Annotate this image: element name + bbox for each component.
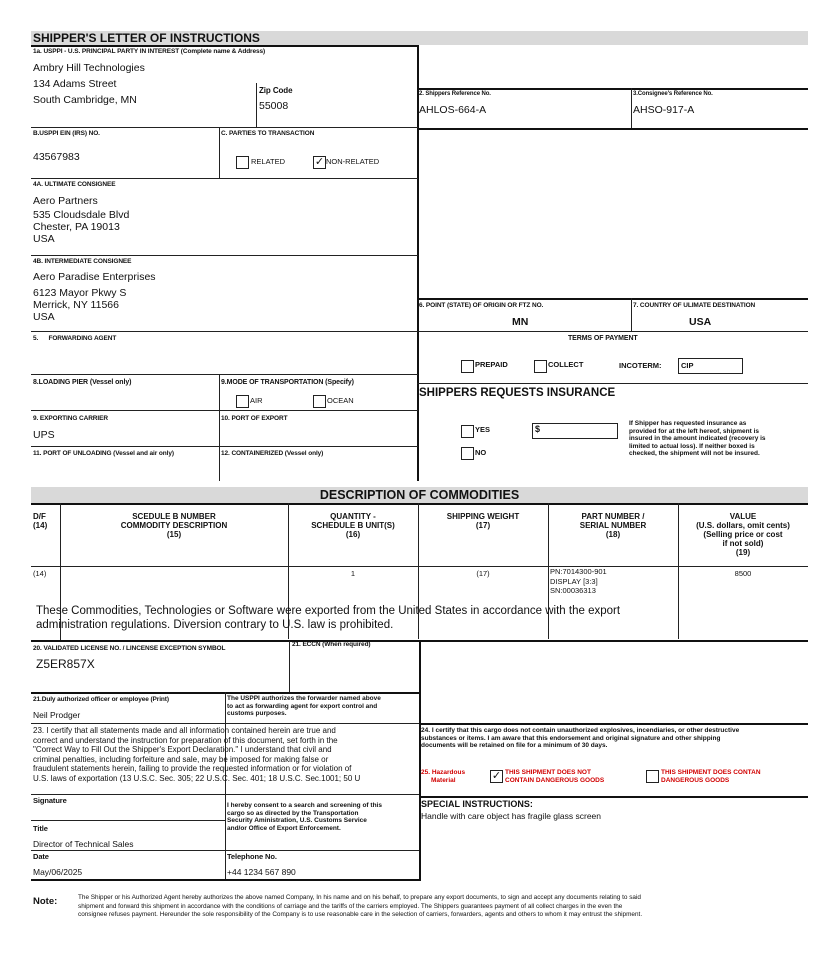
row-part: PN:7014300-901 DISPLAY [3:3] SN:00036313 <box>550 567 607 595</box>
origin-value: MN <box>512 316 529 328</box>
intermediate-consignee-label: 4B. INTERMEDIATE CONSIGNEE <box>33 258 132 265</box>
carrier-label: 9. EXPORTING CARRIER <box>33 415 108 422</box>
insurance-amount-input[interactable] <box>532 423 618 439</box>
phone-label: Telephone No. <box>227 852 277 861</box>
certify-23: 23. I certify that all statements made and all information contained herein are true and correct and understand the instruction for preparation of this document, set forth in the "Correct Way to Fill Out the Shipper's Export Declaration." I understand that civil and criminal penalties, including forfeiture and sale, may be imposed for making false or fraudulent statements herein, failing to provide the requested information or for violation of U.S. laws of exportation (13 U.S.C. Sec. 305; 22 U.S.C. Sec. 401; 18 U.S.C. Sec.1001; 50 U <box>33 726 361 783</box>
prepaid-checkbox[interactable] <box>461 360 474 373</box>
ein-value: 43567983 <box>33 151 80 163</box>
destination-label: 7. COUNTRY OF ULIMATE DESTINATION <box>633 302 756 309</box>
col-quantity-header: QUANTITY - SCHEDULE B UNIT(S) (16) <box>311 512 395 539</box>
export-statement: These Commodities, Technologies or Software were exported from the United States in accordance with the export administration regulations. Diversion contrary to U.S. law is prohibited. <box>36 605 621 631</box>
special-instructions-value: Handle with care object has fragile glass screen <box>421 811 602 821</box>
consignee-ref-label: 3.Consignee's Reference No. <box>633 91 713 97</box>
destination-value: USA <box>689 316 712 328</box>
ocean-label: OCEAN <box>327 396 354 405</box>
nonrelated-label: NON-RELATED <box>326 157 380 166</box>
port-export-label: 10. PORT OF EXPORT <box>221 415 288 422</box>
insurance-no-label: NO <box>475 448 487 457</box>
related-label: RELATED <box>251 157 286 166</box>
ultimate-line: Aero Partners <box>33 195 98 207</box>
forwarding-agent-label: 5. FORWARDING AGENT <box>33 335 117 342</box>
carrier-value: UPS <box>33 429 55 441</box>
date-label: Date <box>33 852 49 861</box>
usppi-street: 134 Adams Street <box>33 78 117 90</box>
incoterm-label: INCOTERM: <box>619 361 662 370</box>
port-unloading-label: 11. PORT OF UNLOADING (Vessel and air only) <box>33 450 174 457</box>
page-title: SHIPPER'S LETTER OF INSTRUCTIONS <box>33 31 260 45</box>
special-instructions-label: SPECIAL INSTRUCTIONS: <box>421 799 533 809</box>
col-part-header: PART NUMBER / SERIAL NUMBER (18) <box>579 512 647 539</box>
zip-value: 55008 <box>259 100 289 112</box>
incoterm-value: CIP <box>681 361 694 370</box>
insurance-dollar: $ <box>535 424 541 434</box>
note-text: The Shipper or his Authorized Agent hereby authorizes the above named Company, In his name and on his behalf, to prepare any export documents, to sign and accept any documents relating to said shipment and forward this shipment in accordance with the conditions of carriage and the tariffs of the carriers employed. The Shippers guarantees payment of all collect charges in the even the consignee refuses payment. Hereunder the sole responsibility of the Company is to use reasonable care in the selection of carriers, forwarders, agents and others to whom it may entrust the shipment. <box>78 894 643 918</box>
col-schedule-header: SCEDULE B NUMBER COMMODITY DESCRIPTION (15) <box>120 512 228 539</box>
air-label: AIR <box>250 396 263 405</box>
usppi-city: South Cambridge, MN <box>33 94 137 106</box>
containerized-label: 12. CONTAINERIZED (Vessel only) <box>221 450 324 457</box>
hazardous-label: 25. Hazardous Material <box>421 769 466 784</box>
insurance-yes-checkbox[interactable] <box>461 425 474 438</box>
hazard-not-label: THIS SHIPMENT DOES NOT CONTAIN DANGEROUS GOODS <box>505 769 605 784</box>
insurance-title: SHIPPERS REQUESTS INSURANCE <box>419 387 616 399</box>
intermediate-line: Aero Paradise Enterprises <box>33 271 156 283</box>
officer-label: 21.Duly authorized officer or employee (Print) <box>33 696 169 703</box>
usppi-label: 1a. USPPI - U.S. PRINCIPAL PARTY IN INTEREST (Complete name & Address) <box>33 48 266 55</box>
intermediate-line: 6123 Mayor Pkwy S <box>33 287 127 299</box>
loading-pier-label: 8.LOADING PIER (Vessel only) <box>33 379 132 386</box>
usppi-name: Ambry Hill Technologies <box>33 62 145 74</box>
insurance-yes-label: YES <box>475 425 491 434</box>
intermediate-line: Merrick, NY 11566 <box>33 299 119 311</box>
ocean-checkbox[interactable] <box>313 395 326 408</box>
ultimate-line: Chester, PA 19013 <box>33 221 120 233</box>
officer-value: Neil Prodger <box>33 710 81 720</box>
col-weight-header: SHIPPING WEIGHT (17) <box>446 512 520 530</box>
col-df-header: D/F (14) <box>33 512 48 530</box>
nonrelated-checkbox[interactable]: ✓ <box>314 156 325 168</box>
row-weight: (17) <box>476 569 490 578</box>
shippers-ref-value: AHLOS-664-A <box>419 104 487 116</box>
certify-24: 24. I certify that this cargo does not contain unauthorized explosives, incendiaries, or other destructive substances or items. I am aware that this endorsement and original signature and other shipping documents will be retained on file for a minimum of 30 days. <box>421 727 740 749</box>
row-qty: 1 <box>350 569 356 578</box>
consignee-ref-value: AHSO-917-A <box>633 104 695 116</box>
title-label: Title <box>33 824 48 833</box>
collect-label: COLLECT <box>548 360 584 369</box>
date-value: May/06/2025 <box>33 867 83 877</box>
related-checkbox[interactable] <box>236 156 249 169</box>
eccn-label: 21. ECCN (When required) <box>292 641 371 648</box>
hazard-contains-checkbox[interactable] <box>646 770 659 783</box>
intermediate-line: USA <box>33 311 55 323</box>
ultimate-consignee-label: 4A. ULTIMATE CONSIGNEE <box>33 181 116 188</box>
mode-label: 9.MODE OF TRANSPORTATION (Specify) <box>221 379 354 386</box>
signature-label: Signature <box>33 796 67 805</box>
prepaid-label: PREPAID <box>475 360 508 369</box>
shippers-ref-label: 2. Shippers Reference No. <box>419 91 491 97</box>
air-checkbox[interactable] <box>236 395 249 408</box>
zip-label: Zip Code <box>259 86 293 95</box>
collect-checkbox[interactable] <box>534 360 547 373</box>
phone-value: +44 1234 567 890 <box>227 867 296 877</box>
origin-label: 6. POINT (STATE) OF ORIGIN OR FTZ NO. <box>419 302 544 309</box>
row-df: (14) <box>33 569 47 578</box>
license-label: 20. VALIDATED LICENSE NO. / LINCENSE EXCEPTION SYMBOL <box>33 645 226 652</box>
consent-text: I hereby consent to a search and screening of this cargo so as directed by the Transportation Security Aministration, U.S. Customs Service and/or Office of Export Enforcement. <box>227 802 382 832</box>
terms-label: TERMS OF PAYMENT <box>568 335 638 342</box>
authorizes-text: The USPPI authorizes the forwarder named above to act as forwarding agent for export control and customs purposes. <box>227 695 381 717</box>
ultimate-line: 535 Cloudsdale Blvd <box>33 209 130 221</box>
hazard-not-checkbox[interactable]: ✓ <box>491 770 502 782</box>
col-value-header: VALUE (U.S. dollars, omit cents) (Selling price or cost if not sold) (19) <box>696 512 790 557</box>
ultimate-line: USA <box>33 233 55 245</box>
license-value: Z5ER857X <box>36 657 95 671</box>
commodities-title: DESCRIPTION OF COMMODITIES <box>319 488 520 502</box>
row-value: 8500 <box>734 569 752 578</box>
insurance-no-checkbox[interactable] <box>461 447 474 460</box>
title-value: Director of Technical Sales <box>33 839 134 849</box>
insurance-note: If Shipper has requested insurance as provided for at the left hereof, shipment is insured in the amount indicated (recovery is limited to actual loss). If neither boxed is checked, the shipment will not be insured. <box>629 420 766 457</box>
hazard-contains-label: THIS SHIPMENT DOES CONTAN DANGEROUS GOODS <box>661 769 761 784</box>
parties-label: C. PARTIES TO TRANSACTION <box>221 130 315 137</box>
note-label: Note: <box>33 896 58 907</box>
ein-label: B.USPPI EIN (IRS) NO. <box>33 130 100 137</box>
